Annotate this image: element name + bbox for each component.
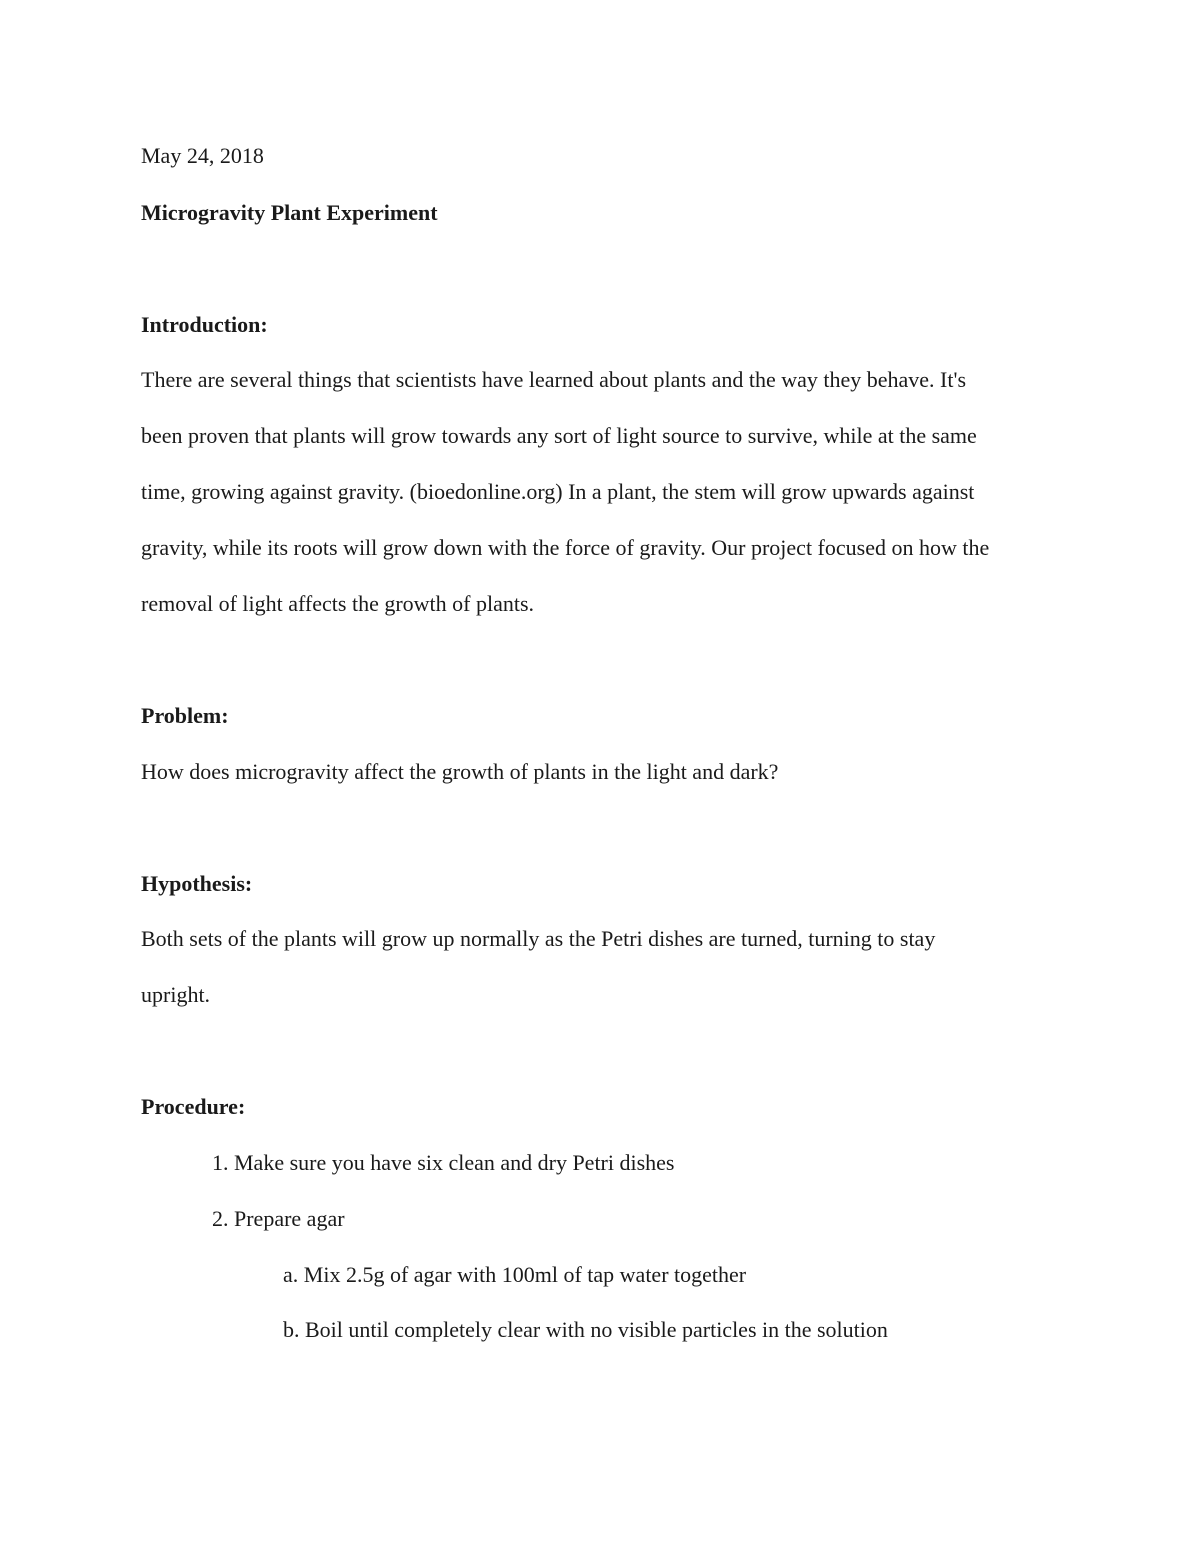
problem-heading: Problem: xyxy=(141,703,229,728)
document-title: Microgravity Plant Experiment xyxy=(141,200,438,225)
hypothesis-line: Both sets of the plants will grow up normally as the Petri dishes are turned, turning to stay xyxy=(141,926,936,951)
procedure-substep: b. Boil until completely clear with no visible particles in the solution xyxy=(283,1317,888,1342)
introduction-line: gravity, while its roots will grow down with the force of gravity. Our project focused on how the xyxy=(141,535,990,560)
problem-text: How does microgravity affect the growth of plants in the light and dark? xyxy=(141,759,779,784)
introduction-line: removal of light affects the growth of plants. xyxy=(141,591,535,616)
procedure-step: 1. Make sure you have six clean and dry Petri dishes xyxy=(212,1150,675,1175)
introduction-line: time, growing against gravity. (bioedonline.org) In a plant, the stem will grow upwards against xyxy=(141,479,975,504)
procedure-substep: a. Mix 2.5g of agar with 100ml of tap water together xyxy=(283,1262,747,1287)
procedure-step: 2. Prepare agar xyxy=(212,1206,345,1231)
introduction-line: been proven that plants will grow towards any sort of light source to survive, while at the same xyxy=(141,423,977,448)
hypothesis-heading: Hypothesis: xyxy=(141,871,253,896)
introduction-line: There are several things that scientists have learned about plants and the way they behave. It's xyxy=(141,367,966,392)
procedure-heading: Procedure: xyxy=(141,1094,246,1119)
document-date: May 24, 2018 xyxy=(141,143,264,168)
introduction-heading: Introduction: xyxy=(141,312,268,337)
hypothesis-line: upright. xyxy=(141,982,211,1007)
